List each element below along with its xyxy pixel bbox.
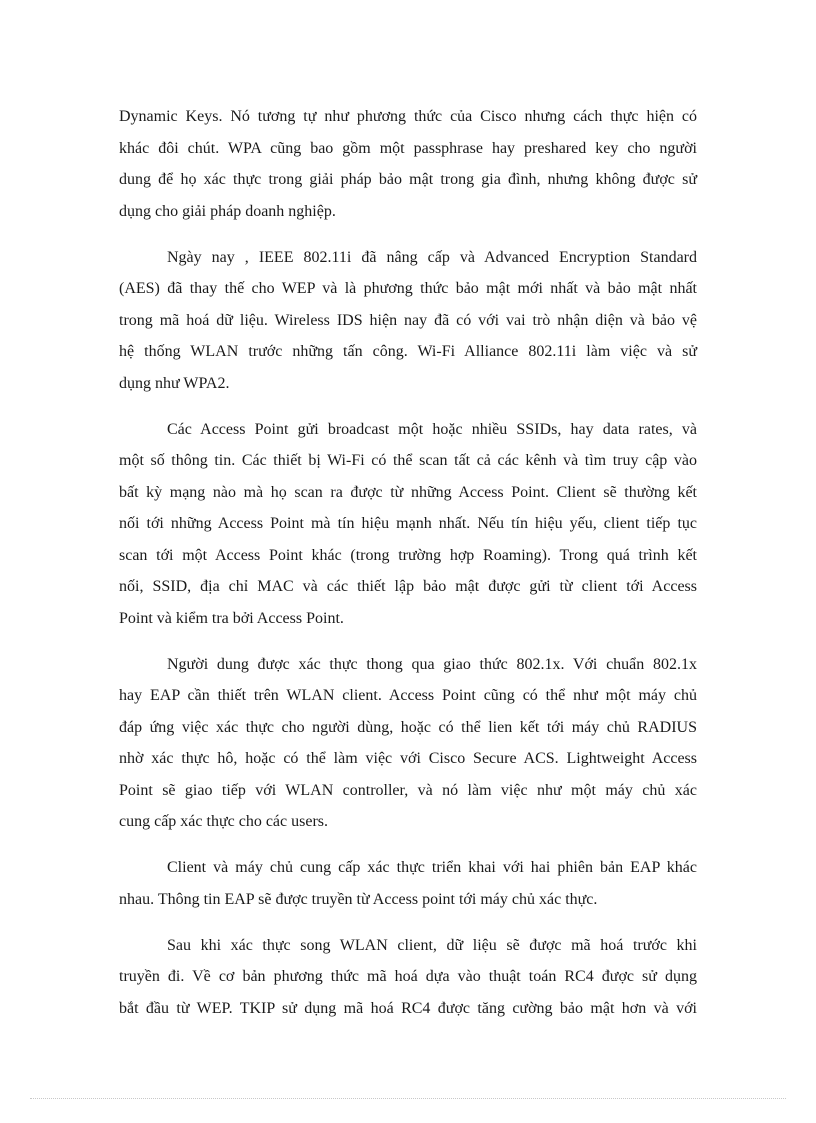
paragraph-line: dung để họ xác thực trong giải pháp bảo mật trong gia đình, nhưng không được sử — [119, 171, 697, 188]
paragraph-line: (AES) đã thay thế cho WEP và là phương thức bảo mật mới nhất và bảo mật nhất — [119, 280, 697, 297]
paragraph-line: hệ thống WLAN trước những tấn công. Wi-Fi Alliance 802.11i làm việc và sử — [119, 343, 697, 360]
paragraph-line: dụng cho giải pháp doanh nghiệp. — [119, 202, 336, 220]
paragraph-line: bất kỳ mạng nào mà họ scan ra được từ những Access Point. Client sẽ thường kết — [119, 483, 697, 501]
paragraph-line: Người dung được xác thực thong qua giao thức 802.1x. Với chuẩn 802.1x — [167, 655, 697, 673]
paragraph-line: Point và kiểm tra bởi Access Point. — [119, 609, 344, 627]
paragraph-3 — [119, 414, 697, 635]
paragraph-line: truyền đi. Về cơ bản phương thức mã hoá dựa vào thuật toán RC4 được sử dụng — [119, 968, 697, 985]
paragraph-line: một số thông tin. Các thiết bị Wi-Fi có thể scan tất cả các kênh và tìm truy cập vào — [119, 452, 697, 469]
paragraph-line: bắt đầu từ WEP. TKIP sử dụng mã hoá RC4 được tăng cường bảo mật hơn và với — [119, 999, 697, 1017]
paragraph-line: nối, SSID, địa chỉ MAC và các thiết lập bảo mật được gửi từ client tới Access — [119, 578, 697, 595]
page-bottom-divider — [30, 1098, 786, 1099]
paragraph-6 — [119, 930, 697, 1025]
paragraph-line: Ngày nay , IEEE 802.11i đã nâng cấp và Advanced Encryption Standard — [167, 248, 697, 266]
paragraph-line: nối tới những Access Point mà tín hiệu mạnh nhất. Nếu tín hiệu yếu, client tiếp tục — [119, 515, 697, 532]
paragraph-line: đáp ứng việc xác thực cho người dùng, hoặc có thể lien kết tới máy chủ RADIUS — [119, 718, 697, 736]
paragraph-line: Client và máy chủ cung cấp xác thực triển khai với hai phiên bản EAP khác — [167, 859, 697, 876]
paragraph-line: Các Access Point gửi broadcast một hoặc nhiều SSIDs, hay data rates, và — [167, 420, 697, 438]
document-body — [119, 101, 697, 1024]
paragraph-line: trong mã hoá dữ liệu. Wireless IDS hiện nay đã có với vai trò nhận diện và bảo vệ — [119, 311, 697, 329]
paragraph-5 — [119, 852, 697, 915]
paragraph-1 — [119, 101, 697, 227]
paragraph-line: Point sẽ giao tiếp với WLAN controller, và nó làm việc như một máy chủ xác — [119, 781, 697, 799]
paragraph-line: khác đôi chút. WPA cũng bao gồm một passphrase hay preshared key cho người — [119, 139, 697, 157]
paragraph-line: hay EAP cần thiết trên WLAN client. Access Point cũng có thể như một máy chủ — [119, 687, 697, 704]
paragraph-line: scan tới một Access Point khác (trong trường hợp Roaming). Trong quá trình kết — [119, 546, 697, 564]
paragraph-line: cung cấp xác thực cho các users. — [119, 813, 329, 830]
paragraph-line: Sau khi xác thực song WLAN client, dữ liệu sẽ được mã hoá trước khi — [167, 936, 697, 954]
paragraph-line: nhờ xác thực hô, hoặc có thể làm việc với Cisco Secure ACS. Lightweight Access — [119, 750, 697, 767]
paragraph-4 — [119, 649, 697, 838]
paragraph-line: nhau. Thông tin EAP sẽ được truyền từ Access point tới máy chủ xác thực. — [119, 890, 598, 908]
paragraph-2 — [119, 242, 697, 400]
paragraph-line: dụng như WPA2. — [119, 374, 230, 392]
paragraph-line: Dynamic Keys. Nó tương tự như phương thức của Cisco nhưng cách thực hiện có — [119, 108, 697, 125]
